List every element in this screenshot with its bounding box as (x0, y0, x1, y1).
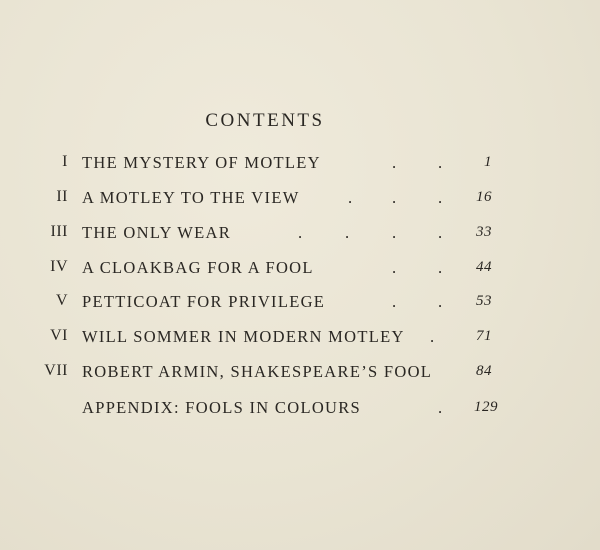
toc-entry: I THE MYSTERY OF MOTLEY . . 1 (62, 153, 492, 172)
page-number: 33 (476, 224, 492, 240)
toc-entry: VI WILL SOMMER IN MODERN MOTLEY . 71 (50, 327, 492, 346)
chapter-title: WILL SOMMER IN MODERN MOTLEY (82, 327, 405, 346)
page-number: 44 (476, 259, 492, 275)
page-number: 1 (484, 154, 492, 170)
chapter-numeral: VII (44, 362, 68, 379)
chapter-numeral: IV (50, 258, 68, 275)
page-number: 53 (476, 293, 492, 309)
chapter-title: ROBERT ARMIN, SHAKESPEARE’S FOOL (82, 362, 433, 381)
contents-heading: CONTENTS (205, 110, 325, 131)
chapter-numeral: I (62, 153, 68, 170)
toc-entry: APPENDIX: FOOLS IN COLOURS . 129 (82, 398, 498, 417)
toc-entry: IV A CLOAKBAG FOR A FOOL . . 44 (50, 258, 492, 277)
chapter-title: APPENDIX: FOOLS IN COLOURS (82, 398, 362, 417)
page-number: 84 (476, 363, 492, 379)
chapter-title: THE ONLY WEAR (82, 223, 232, 242)
toc-entry: V PETTICOAT FOR PRIVILEGE . . 53 (55, 292, 492, 311)
page-number: 16 (476, 189, 492, 205)
chapter-title: A CLOAKBAG FOR A FOOL (82, 258, 314, 277)
chapter-numeral: VI (50, 327, 68, 344)
page-number: 71 (476, 328, 492, 344)
toc-entry: III THE ONLY WEAR . . . . 33 (50, 223, 492, 242)
chapter-numeral: III (50, 223, 68, 240)
toc-entry (0, 362, 600, 386)
chapter-numeral: V (55, 292, 68, 309)
toc-entry: II A MOTLEY TO THE VIEW . . . 16 (56, 188, 492, 207)
page-number: 129 (474, 399, 498, 415)
chapter-title: A MOTLEY TO THE VIEW (82, 188, 300, 207)
chapter-title: PETTICOAT FOR PRIVILEGE (82, 292, 326, 311)
chapter-numeral: II (56, 188, 68, 205)
chapter-title: THE MYSTERY OF MOTLEY (82, 153, 321, 172)
